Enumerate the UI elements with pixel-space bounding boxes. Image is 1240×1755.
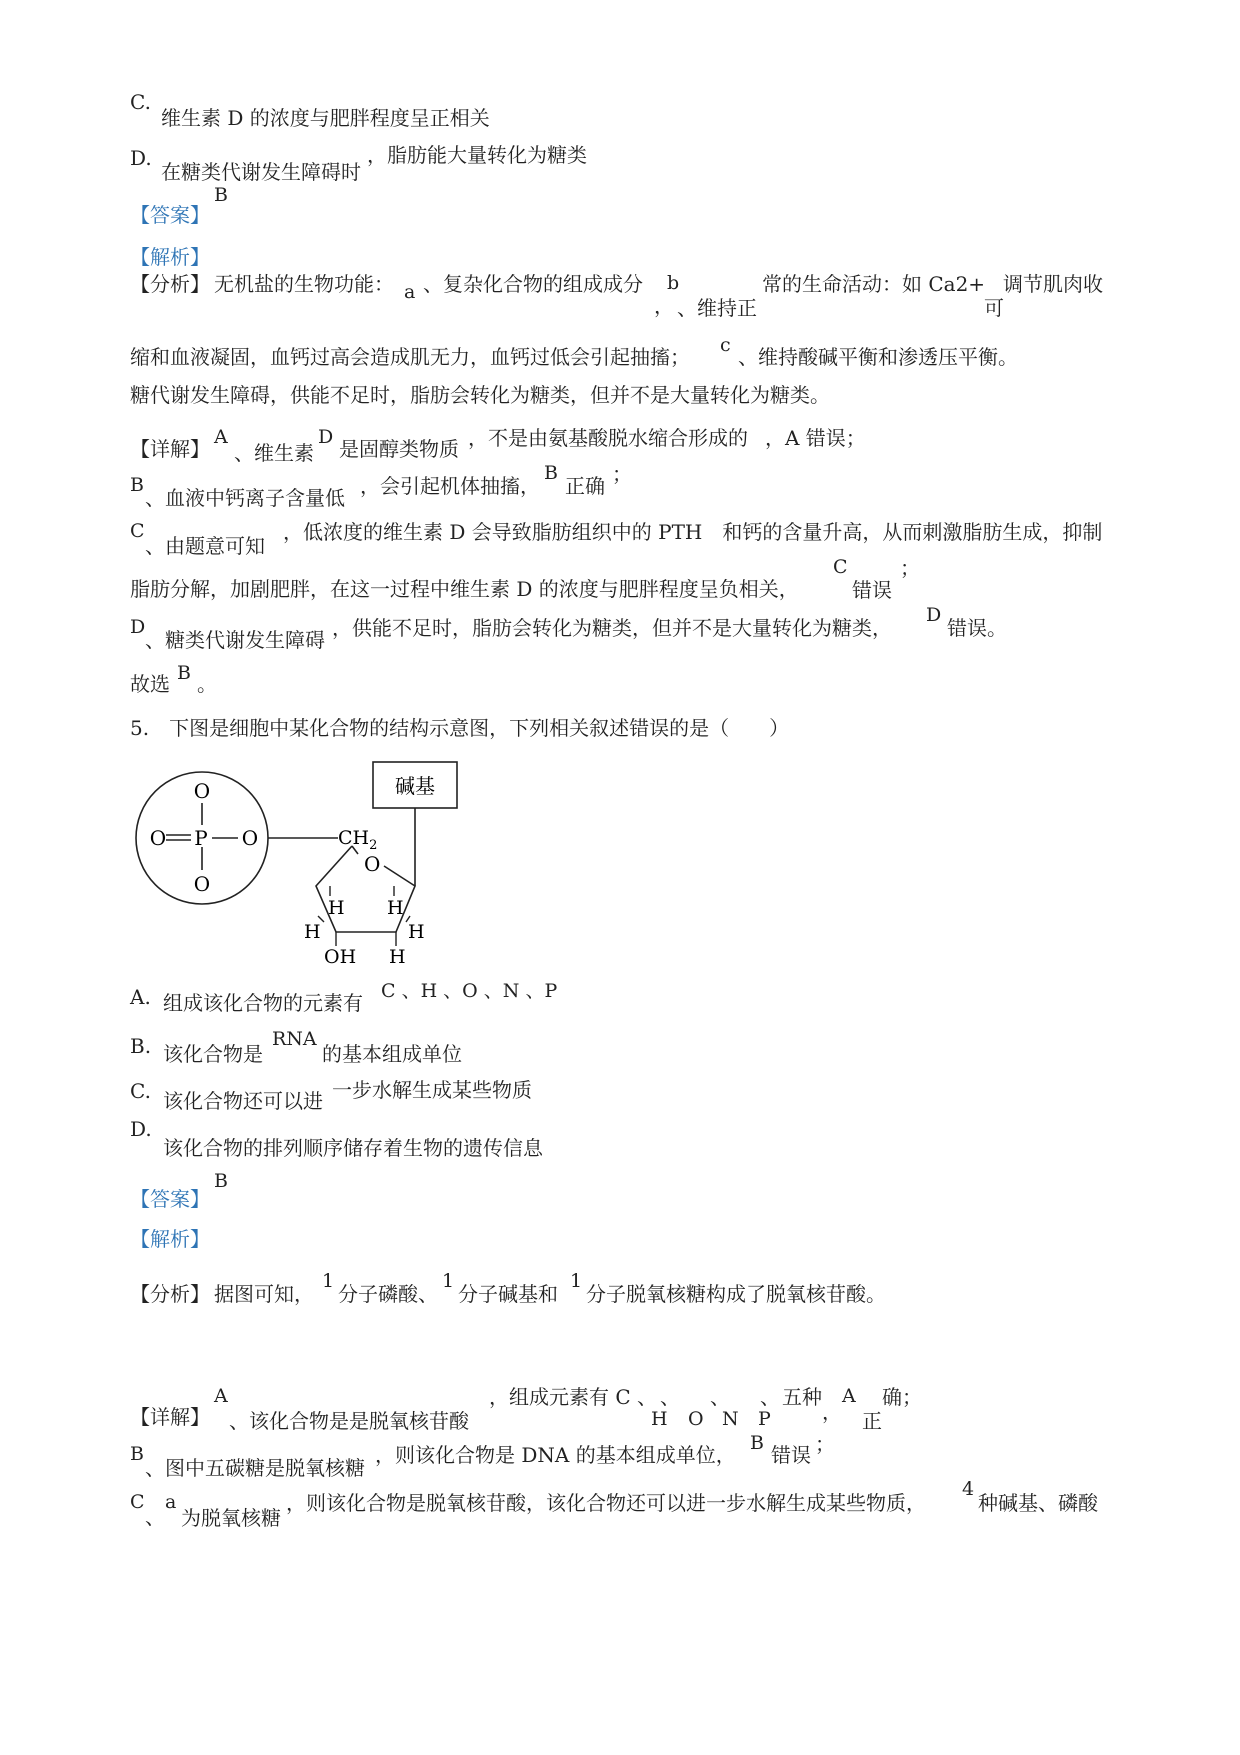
q4-detail-d-2: 、糖类代谢发生障碍 bbox=[145, 628, 325, 652]
q4-jiexi-tag: 【解析】 bbox=[130, 245, 210, 269]
q5-option-d-text: 该化合物的排列顺序储存着生物的遗传信息 bbox=[163, 1136, 543, 1160]
q5-detail-b-3: ，则该化合物是 DNA 的基本组成单位， bbox=[375, 1443, 736, 1467]
q5-fenxi-n2: 1 bbox=[442, 1270, 455, 1292]
q4-answer-tag: 【答案】 bbox=[130, 203, 210, 227]
q4-fenxi-line-2: 缩和血液凝固，血钙过高会造成肌无力，血钙过低会引起抽搐； bbox=[130, 345, 690, 369]
q5-option-b-rna: RNA bbox=[272, 1028, 317, 1050]
q4-option-d-text-2: ，脂肪能大量转化为糖类 bbox=[367, 143, 587, 167]
q4-option-c-text: 维生素 D 的浓度与肥胖程度呈正相关 bbox=[161, 106, 490, 130]
q5-detail-a-comma: ， bbox=[822, 1400, 842, 1424]
q5-detail-a-h: H bbox=[651, 1408, 668, 1430]
q5-fenxi-2: 分子磷酸、 bbox=[338, 1282, 438, 1306]
q4-fenxi-text-4: 常的生命活动：如 Ca2+ bbox=[762, 272, 986, 296]
q4-detail-tag: 【详解】 bbox=[130, 437, 210, 461]
q5-answer-tag: 【答案】 bbox=[130, 1187, 210, 1211]
oh-c3: OH bbox=[324, 946, 357, 966]
h-c4-left: H bbox=[304, 921, 321, 943]
q5-detail-a-letter: A bbox=[214, 1385, 228, 1407]
q5-detail-c-5: 种碱基、磷酸 bbox=[978, 1491, 1098, 1515]
q5-option-b-label: B. bbox=[130, 1034, 152, 1058]
q5-detail-a-a: A bbox=[842, 1385, 856, 1407]
ch2-label: $CH_2$ bbox=[338, 827, 378, 853]
q4-detail-b-3: ，会引起机体抽搐， bbox=[360, 474, 540, 498]
q4-detail-a-3: ，不是由氨基酸脱水缩合形成的 bbox=[468, 426, 748, 450]
q4-fenxi-line-3: 糖代谢发生障碍，供能不足时，脂肪会转化为糖类，但并不是大量转化为糖类。 bbox=[130, 383, 830, 407]
q4-detail-c-2: 、由题意可知 bbox=[145, 534, 265, 558]
q5-answer-value: B bbox=[214, 1170, 228, 1192]
q5-option-c-text-2: 一步水解生成某些物质 bbox=[332, 1078, 532, 1102]
q5-option-a-elements: C 、H 、O 、N 、P bbox=[381, 980, 558, 1002]
q4-detail-b-1: B bbox=[130, 474, 144, 496]
q5-option-a-label: A. bbox=[130, 985, 151, 1009]
q4-detail-d-1: D bbox=[130, 616, 146, 638]
q4-answer-value: B bbox=[214, 184, 228, 206]
q4-fenxi-text-6: 调节肌肉收 bbox=[1003, 272, 1103, 296]
q4-fenxi-c: c bbox=[720, 334, 731, 356]
q5-detail-c-4n: 4 bbox=[962, 1478, 975, 1500]
q5-detail-c-1: C bbox=[130, 1491, 145, 1513]
q5-option-b-text-2: 的基本组成单位 bbox=[322, 1042, 462, 1066]
q5-detail-b-4: B bbox=[750, 1432, 764, 1454]
q5-option-c-label: C. bbox=[130, 1079, 151, 1103]
q5-detail-a-p: P bbox=[758, 1408, 771, 1430]
q4-fenxi-text-3: 、维持正 bbox=[677, 296, 757, 320]
q4-detail-c-1: C bbox=[130, 520, 145, 542]
q4-fenxi-b: b bbox=[667, 272, 680, 294]
q4-detail-d-4: 错误。 bbox=[947, 616, 1007, 640]
q4-detail-a-letter: A bbox=[214, 426, 228, 448]
q5-fenxi-1: 据图可知， bbox=[214, 1282, 314, 1306]
q4-conclusion-1: 故选 bbox=[130, 672, 170, 696]
q5-detail-tag: 【详解】 bbox=[130, 1405, 210, 1429]
h-c1-right: H bbox=[408, 921, 425, 943]
q4-fenxi-text-5: 可 bbox=[984, 296, 1004, 320]
q4-option-c-label: C. bbox=[130, 90, 151, 114]
q4-conclusion-2: 。 bbox=[197, 672, 217, 696]
q4-fenxi-a: a bbox=[404, 281, 416, 303]
q5-fenxi-4: 分子脱氧核糖构成了脱氧核苷酸。 bbox=[586, 1282, 886, 1306]
h-c2: H bbox=[389, 946, 406, 966]
q4-detail-b-6: ； bbox=[612, 462, 632, 486]
q5-detail-c-2: 、 bbox=[145, 1505, 165, 1529]
q5-detail-b-1: B bbox=[130, 1443, 144, 1465]
q4-fenxi-tag: 【分析】 bbox=[130, 272, 210, 296]
ring-o: O bbox=[364, 852, 381, 876]
q5-fenxi-3: 分子碱基和 bbox=[458, 1282, 558, 1306]
q4-fenxi-text-1: 无机盐的生物功能： bbox=[214, 272, 394, 296]
q4-detail-d-letter: D bbox=[926, 604, 942, 626]
q4-detail-b-2: 、血液中钙离子含量低 bbox=[145, 486, 345, 510]
phosphate-p: P bbox=[194, 826, 208, 850]
q5-fenxi-n3: 1 bbox=[570, 1270, 583, 1292]
q4-fenxi-text-2: 、复杂化合物的组成成分 bbox=[423, 272, 643, 296]
q4-detail-c-line-2: 脂肪分解，加剧肥胖，在这一过程中维生素 D 的浓度与肥胖程度呈负相关， bbox=[130, 577, 799, 601]
q5-detail-a-1: 、该化合物是是脱氧核苷酸 bbox=[229, 1409, 469, 1433]
q4-option-d-text-1: 在糖类代谢发生障碍时 bbox=[161, 160, 361, 184]
q4-detail-a-4: ，A 错误； bbox=[765, 426, 866, 450]
q4-detail-b-5: 正确 bbox=[565, 474, 605, 498]
phosphate-o-top: O bbox=[193, 779, 211, 803]
q4-conclusion-b: B bbox=[177, 662, 191, 684]
q5-structure-figure bbox=[128, 756, 528, 966]
phosphate-o-left: O bbox=[149, 826, 167, 850]
q5-option-d-label: D. bbox=[130, 1117, 152, 1141]
q4-detail-c-wrong: 错误 bbox=[852, 578, 892, 602]
q5-detail-c-4: ，则该化合物是脱氧核苷酸，该化合物还可以进一步水解生成某些物质， bbox=[286, 1491, 926, 1515]
q5-fenxi-tag: 【分析】 bbox=[130, 1282, 210, 1306]
q4-option-d-label: D. bbox=[130, 146, 152, 170]
q4-detail-d-3: ，供能不足时，脂肪会转化为糖类，但并不是大量转化为糖类， bbox=[332, 616, 892, 640]
q5-fenxi-n1: 1 bbox=[322, 1270, 335, 1292]
q4-detail-c-semi: ； bbox=[900, 556, 920, 580]
phosphate-o-bottom: O bbox=[193, 872, 211, 896]
q4-detail-a-d: D bbox=[318, 426, 334, 448]
q5-detail-a-2: ，组成元素有 C 、 bbox=[489, 1385, 658, 1409]
q5-detail-a-n: N bbox=[722, 1408, 739, 1430]
phosphate-o-right: O bbox=[241, 826, 259, 850]
q5-detail-c-a: a bbox=[165, 1491, 177, 1513]
q5-jiexi-tag: 【解析】 bbox=[130, 1227, 210, 1251]
base-label: 碱基 bbox=[395, 774, 435, 798]
q5-option-b-text-1: 该化合物是 bbox=[163, 1042, 263, 1066]
q4-detail-a-1: 、维生素 bbox=[234, 441, 314, 465]
q5-stem: 5. 下图是细胞中某化合物的结构示意图，下列相关叙述错误的是（ ） bbox=[130, 716, 790, 740]
q4-detail-b-4: B bbox=[544, 462, 558, 484]
q5-detail-b-6: ； bbox=[815, 1432, 835, 1456]
q5-detail-a-zheng: 正 bbox=[862, 1409, 882, 1433]
q4-detail-c-letter: C bbox=[833, 556, 848, 578]
q4-fenxi-comma: ， bbox=[654, 294, 674, 318]
h-c4-up: H bbox=[328, 897, 345, 919]
q5-detail-a-dots: 、 、 、 bbox=[660, 1385, 780, 1409]
q5-detail-b-5: 错误 bbox=[771, 1443, 811, 1467]
q5-detail-a-que: 确； bbox=[882, 1385, 922, 1409]
q5-detail-b-2: 、图中五碳糖是脱氧核糖 bbox=[145, 1456, 365, 1480]
q4-detail-c-3: ，低浓度的维生素 D 会导致脂肪组织中的 PTH 和钙的含量升高，从而刺激脂肪生成，抑制 bbox=[283, 520, 1103, 544]
q5-detail-c-3: 为脱氧核糖 bbox=[181, 1506, 281, 1530]
q4-fenxi-line-2b: 、维持酸碱平衡和渗透压平衡。 bbox=[738, 345, 1018, 369]
h-c1-up: H bbox=[387, 897, 404, 919]
q5-detail-a-o: O bbox=[688, 1408, 704, 1430]
q5-option-a-text: 组成该化合物的元素有 bbox=[163, 991, 363, 1015]
q5-option-c-text-1: 该化合物还可以进 bbox=[163, 1089, 323, 1113]
q4-detail-a-2: 是固醇类物质 bbox=[339, 437, 459, 461]
q5-detail-a-five: 五种 bbox=[782, 1385, 822, 1409]
